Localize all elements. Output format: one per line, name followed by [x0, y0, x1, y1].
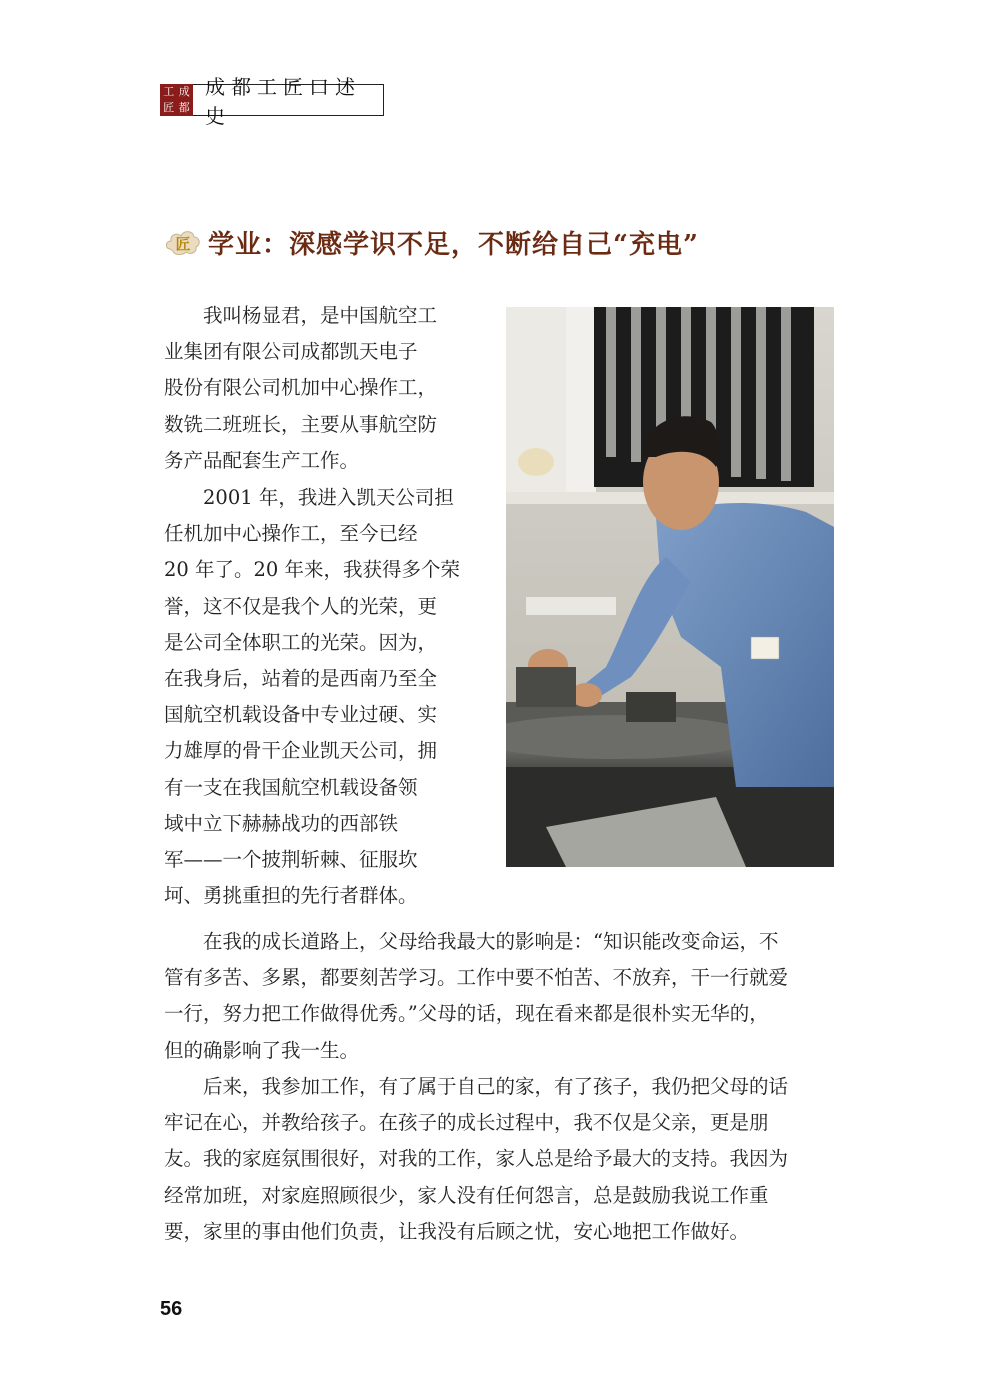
paragraph-career: [164, 480, 464, 914]
text-line: 务产品配套生产工作。: [164, 448, 360, 472]
seal-char: 匠: [163, 101, 175, 114]
seal-char: 都: [178, 101, 190, 114]
text-line: 有一支在我国航空机载设备领: [164, 775, 418, 799]
paragraph-intro: [164, 298, 464, 479]
text-line: 后来，我参加工作，有了属于自己的家，有了孩子，我仍把父母的话: [164, 1075, 789, 1098]
book-header-badge: [160, 75, 384, 128]
page-number: 56: [160, 1298, 183, 1320]
book-title: 成都工匠口述史: [193, 84, 384, 116]
section-heading: [164, 224, 699, 261]
text-line: 友。我的家庭氛围很好，对我的工作，家人总是给予最大的支持。我因为: [164, 1147, 789, 1171]
paragraph-parents: [164, 924, 834, 1069]
svg-text:匠: 匠: [175, 234, 191, 253]
seal-logo: [160, 84, 193, 116]
text-line: 经常加班，对家庭照顾很少，家人没有任何怨言，总是鼓励我说工作重: [164, 1183, 769, 1207]
cloud-emblem-icon: [164, 227, 202, 259]
seal-char: 成: [178, 85, 190, 98]
text-line: 是公司全体职工的光荣。因为，: [164, 630, 438, 654]
text-line: 军——一个披荆斩棘、征服坎: [164, 848, 418, 872]
text-line: 业集团有限公司成都凯天电子: [164, 340, 418, 364]
section-heading-text: 学业：深感学识不足，不断给自己“充电”: [208, 230, 699, 260]
text-line: 力雄厚的骨干企业凯天公司，拥: [164, 739, 438, 763]
text-line: 数铣二班班长，主要从事航空防: [164, 412, 438, 436]
text-line: 股份有限公司机加中心操作工，: [164, 376, 438, 400]
text-line: 一行，努力把工作做得优秀。”父母的话，现在看来都是很朴实无华的，: [164, 1002, 769, 1026]
text-line: 但的确影响了我一生。: [164, 1038, 360, 1062]
text-line: 誉，这不仅是我个人的光荣，更: [164, 594, 438, 618]
paragraph-family: [164, 1069, 834, 1250]
text-line: 2001 年，我进入凯天公司担: [164, 486, 454, 509]
text-line: 任机加中心操作工，至今已经: [164, 522, 418, 546]
text-line: 在我身后，站着的是西南乃至全: [164, 667, 438, 691]
seal-char: 工: [163, 85, 175, 98]
text-line: 在我的成长道路上，父母给我最大的影响是：“知识能改变命运，不: [164, 930, 779, 953]
text-line: 域中立下赫赫战功的西部铁: [164, 811, 399, 835]
text-line: 牢记在心，并教给孩子。在孩子的成长过程中，我不仅是父亲，更是朋: [164, 1111, 769, 1135]
text-line: 我叫杨显君，是中国航空工: [164, 304, 438, 327]
text-line: 国航空机载设备中专业过硬、实: [164, 703, 438, 727]
text-line: 坷、勇挑重担的先行者群体。: [164, 884, 418, 908]
text-line: 20 年了。20 年来，我获得多个荣: [164, 558, 461, 582]
text-line: 管有多苦、多累，都要刻苦学习。工作中要不怕苦、不放弃，干一行就爱: [164, 966, 789, 990]
photo-worker-machining: [506, 307, 834, 867]
text-line: 要，家里的事由他们负责，让我没有后顾之忧，安心地把工作做好。: [164, 1219, 750, 1243]
